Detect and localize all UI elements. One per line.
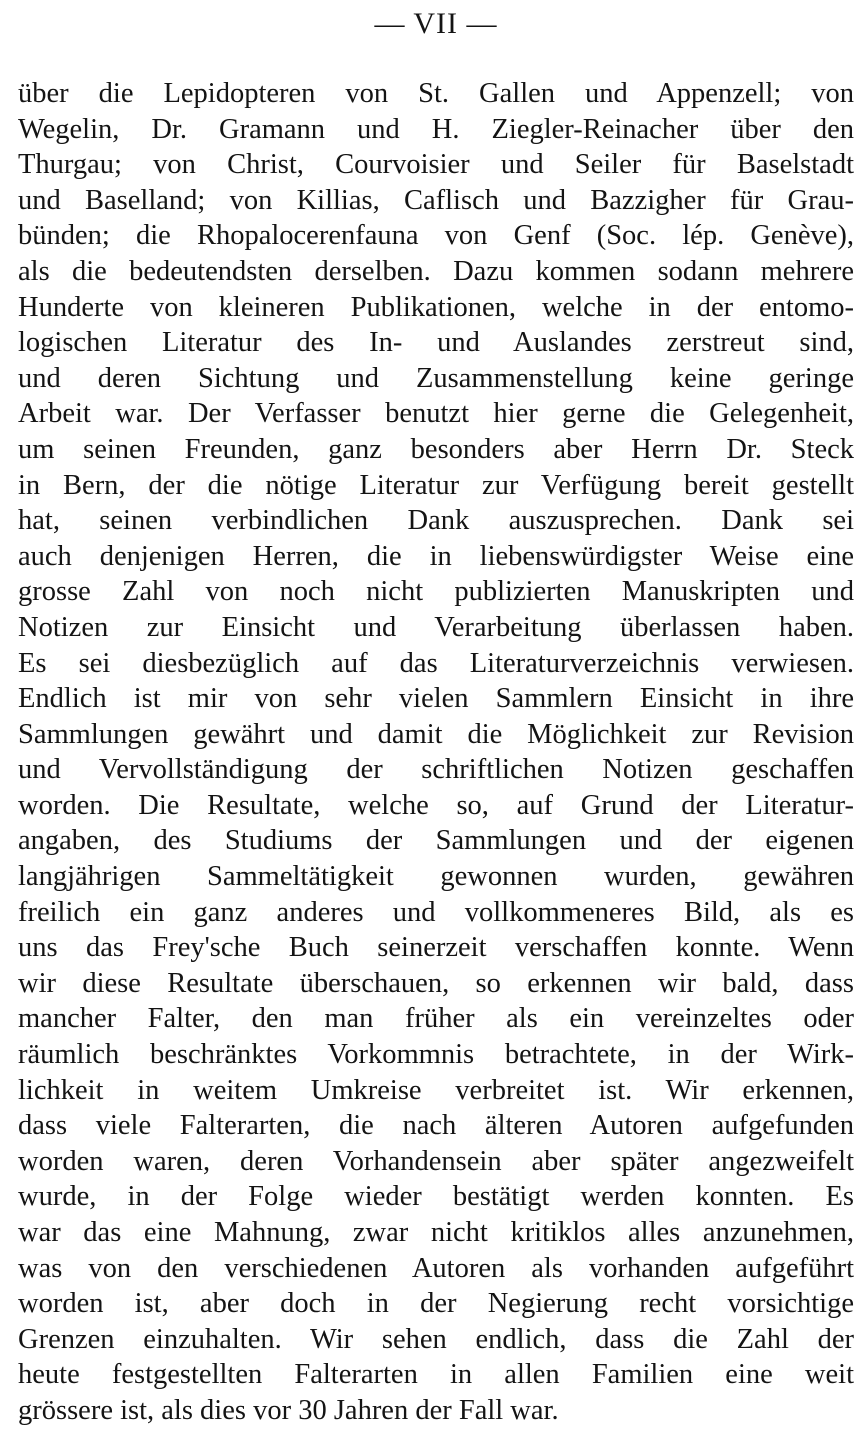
text-line: grosse Zahl von noch nicht publizierten Manuskripten und [18,576,854,608]
text-line: mancher Falter, den man früher als ein vereinzeltes oder [18,1003,854,1035]
text-line: um seinen Freunden, ganz besonders aber Herrn Dr. Steck [18,433,854,465]
document-page [18,0,854,1426]
text-line: worden. Die Resultate, welche so, auf Grund der Literatur- [18,789,854,821]
text-line: auch denjenigen Herren, die in liebenswürdigster Weise eine [18,540,854,572]
text-line: was von den verschiedenen Autoren als vorhanden aufgeführt [18,1252,854,1284]
text-line: Arbeit war. Der Verfasser benutzt hier gerne die Gelegenheit, [18,398,854,430]
text-line: worden ist, aber doch in der Negierung recht vorsichtige [18,1288,854,1320]
text-line: logischen Literatur des In- und Auslandes zerstreut sind, [18,327,854,359]
text-line: freilich ein ganz anderes und vollkommeneres Bild, als es [18,896,854,928]
text-line: worden waren, deren Vorhandensein aber später angezweifelt [18,1145,854,1177]
text-line: Hunderte von kleineren Publikationen, welche in der entomo- [18,291,854,323]
text-line: langjährigen Sammeltätigkeit gewonnen wurden, gewähren [18,861,854,893]
text-line: heute festgestellten Falterarten in allen Familien eine weit [18,1359,854,1391]
page-number-header: — VII — [374,7,498,40]
text-line: über die Lepidopteren von St. Gallen und Appenzell; von [18,78,854,109]
text-line: als die bedeutendsten derselben. Dazu kommen sodann mehrere [18,255,854,287]
text-line: Sammlungen gewährt und damit die Möglichkeit zur Revision [18,718,854,750]
text-line: in Bern, der die nötige Literatur zur Verfügung bereit gestellt [18,469,854,501]
text-line: lichkeit in weitem Umkreise verbreitet ist. Wir erkennen, [18,1074,854,1106]
text-line: wurde, in der Folge wieder bestätigt werden konnten. Es [18,1181,854,1213]
text-line: grössere ist, als dies vor 30 Jahren der Fall war. [18,1394,559,1426]
text-line: Notizen zur Einsicht und Verarbeitung überlassen haben. [18,611,854,643]
text-line: Wegelin, Dr. Gramann und H. Ziegler-Reinacher über den [18,113,854,145]
text-line: dass viele Falterarten, die nach älteren Autoren aufgefunden [18,1110,854,1142]
text-line: und deren Sichtung und Zusammenstellung keine geringe [18,362,854,394]
text-line: bünden; die Rhopalocerenfauna von Genf (Soc. lép. Genève), [18,220,854,252]
text-line: Thurgau; von Christ, Courvoisier und Seiler für Baselstadt [18,149,854,181]
body-paragraph [18,76,854,1429]
text-line: angaben, des Studiums der Sammlungen und der eigenen [18,825,854,857]
text-line: und Vervollständigung der schriftlichen Notizen geschaffen [18,754,854,786]
text-line: und Baselland; von Killias, Caflisch und Bazzigher für Grau- [18,184,854,216]
text-line: wir diese Resultate überschauen, so erkennen wir bald, dass [18,967,854,999]
text-line: war das eine Mahnung, zwar nicht kritiklos alles anzunehmen, [18,1217,854,1248]
text-line: Endlich ist mir von sehr vielen Sammlern Einsicht in ihre [18,683,854,715]
text-line: Grenzen einzuhalten. Wir sehen endlich, dass die Zahl der [18,1323,854,1355]
text-line: hat, seinen verbindlichen Dank auszusprechen. Dank sei [18,505,854,537]
text-line: uns das Frey'sche Buch seinerzeit verschaffen konnte. Wenn [18,932,854,964]
text-line: Es sei diesbezüglich auf das Literaturverzeichnis verwiesen. [18,647,854,679]
text-line: räumlich beschränktes Vorkommnis betrachtete, in der Wirk- [18,1039,854,1071]
